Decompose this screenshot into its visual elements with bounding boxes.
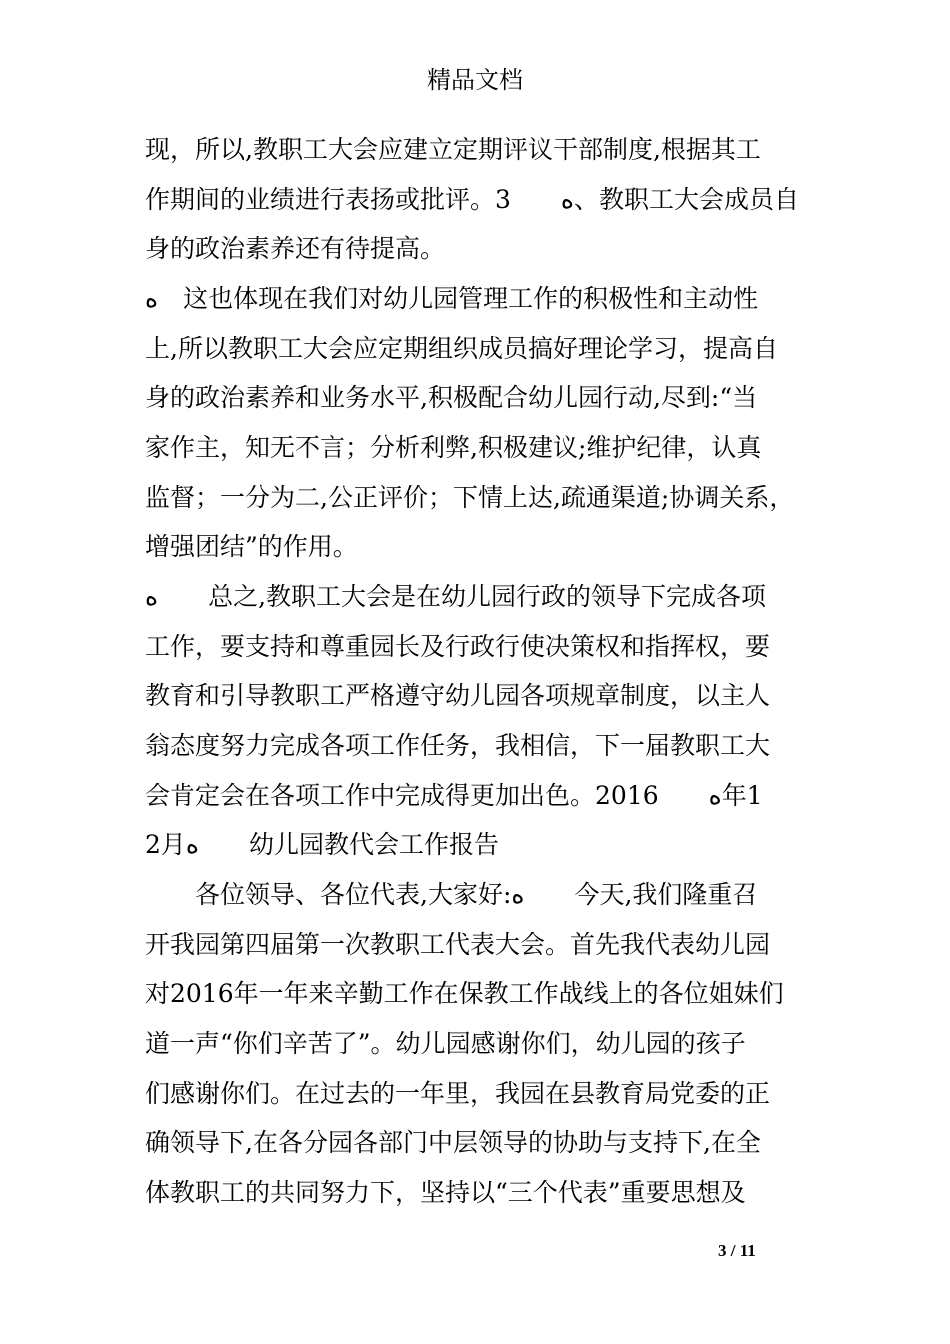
text-line: 增强团结”的作用。 [145,532,358,561]
text-line: 上,所以教职工大会应定期组织成员搞好理论学习，提高自 [145,334,778,363]
text-line: 体教职工的共同努力下，坚持以“三个代表”重要思想及 [145,1178,746,1207]
text-line: ﻩ 这也体现在我们对幼儿园管理工作的积极性和主动性 [145,284,759,313]
text-line: 家作主，知无不言；分析利弊,积极建议;维护纪律，认真 [145,433,762,462]
page-number: 3 / 11 [718,1241,756,1260]
text-line: 们感谢你们。在过去的一年里，我园在县教育局党委的正 [145,1079,771,1108]
text-line: ﻩ 总之,教职工大会是在幼儿园行政的领导下完成各项 [145,582,767,611]
page-header: 精品文档 [427,66,523,94]
text-line: 开我园第四届第一次教职工代表大会。首先我代表幼儿园 [145,930,771,959]
text-line: 确领导下,在各分园各部门中层领导的协助与支持下,在全 [145,1128,761,1157]
text-line: 对2016年一年来辛勤工作在保教工作战线上的各位姐妹们 [145,979,784,1008]
text-line: 道一声“你们辛苦了”。幼儿园感谢你们，幼儿园的孩子 [145,1029,746,1058]
text-line: 现，所以,教职工大会应建立定期评议干部制度,根据其工 [145,135,761,164]
text-line: 身的政治素养还有待提高。 [145,234,446,263]
text-line: 各位领导、各位代表,大家好:ﻩ 今天,我们隆重召 [145,880,758,909]
text-line: 工作，要支持和尊重园长及行政行使决策权和指挥权，要 [145,632,771,661]
text-line: 2月ﻩ 幼儿园教代会工作报告 [145,830,500,859]
text-line: 翁态度努力完成各项工作任务，我相信，下一届教职工大 [145,731,771,760]
text-line: 身的政治素养和业务水平,积极配合幼儿园行动,尽到:“当 [145,383,758,412]
text-line: 监督；一分为二,公正评价；下情上达,疏通渠道;协调关系， [145,483,795,512]
text-line: 教育和引导教职工严格遵守幼儿园各项规章制度，以主人 [145,681,771,710]
text-line: 作期间的业绩进行表扬或批评。3 ﻩ、教职工大会成员自 [145,185,800,214]
text-line: 会肯定会在各项工作中完成得更加出色。2016 ﻩ年1 [145,781,763,810]
